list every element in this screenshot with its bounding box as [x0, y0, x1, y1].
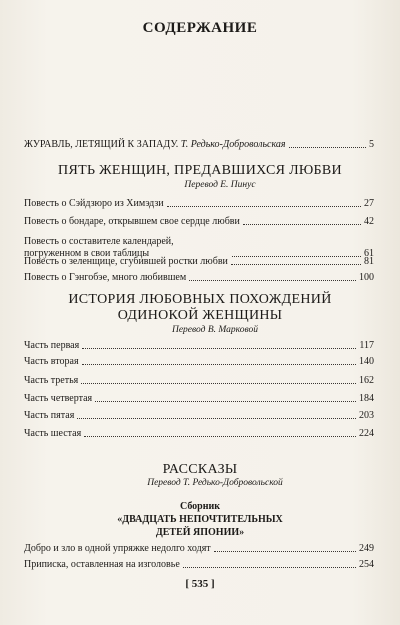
- toc-entry: [24, 393, 374, 405]
- section-translator: Перевод Е. Пинус: [184, 180, 256, 190]
- entry-page: 81: [364, 256, 374, 267]
- entry-title: Часть шестая: [24, 428, 82, 439]
- toc-entry: [24, 340, 374, 352]
- entry-title: Добро и зло в одной упряжке недолго ходят: [24, 543, 211, 554]
- toc-entry: [24, 356, 374, 368]
- leader-dots: [183, 567, 356, 568]
- toc-entry: [24, 198, 374, 210]
- page-number: [ 535 ]: [185, 578, 215, 590]
- leader-dots: [289, 147, 366, 148]
- toc-entry-intro: [24, 139, 374, 151]
- entry-title: Повесть о Гэнгобэе, много любившем: [24, 272, 187, 283]
- entry-title: Часть первая: [24, 340, 80, 351]
- entry-page: 162: [359, 375, 374, 386]
- leader-dots: [81, 383, 356, 384]
- section-heading-five-women: ПЯТЬ ЖЕНЩИН, ПРЕДАВШИХСЯ ЛЮБВИ: [58, 163, 342, 178]
- leader-dots: [84, 436, 356, 437]
- collection-title-line1: «ДВАДЦАТЬ НЕПОЧТИТЕЛЬНЫХ: [117, 514, 283, 525]
- leader-dots: [243, 224, 361, 225]
- entry-page: 184: [359, 393, 374, 404]
- entry-page: 100: [359, 272, 374, 283]
- leader-dots: [77, 418, 356, 419]
- entry-title: ЖУРАВЛЬ, ЛЕТЯЩИЙ К ЗАПАДУ. Т. Редько-Добровольская: [24, 139, 286, 150]
- entry-page: 117: [359, 340, 374, 351]
- entry-page: 203: [359, 410, 374, 421]
- toc-entry: [24, 428, 374, 440]
- entry-author: Т. Редько-Добровольская: [180, 139, 286, 150]
- entry-page: 224: [359, 428, 374, 439]
- entry-page: 249: [359, 543, 374, 554]
- entry-title: Приписка, оставленная на изголовье: [24, 559, 180, 570]
- section-heading-lonely-woman: ИСТОРИЯ ЛЮБОВНЫХ ПОХОЖДЕНИЙ: [68, 292, 332, 307]
- toc-entry: [24, 410, 374, 422]
- section-translator: Перевод Т. Редько-Добровольской: [147, 478, 283, 488]
- toc-entry: [24, 559, 374, 571]
- leader-dots: [82, 364, 356, 365]
- toc-entry: [24, 256, 374, 268]
- page-title: СОДЕРЖАНИЕ: [142, 20, 258, 36]
- entry-title: Повесть о бондаре, открывшем свое сердце любви: [24, 216, 240, 227]
- entry-page: 140: [359, 356, 374, 367]
- leader-dots: [167, 206, 361, 207]
- leader-dots: [82, 348, 356, 349]
- entry-title: Часть вторая: [24, 356, 79, 367]
- leader-dots: [231, 264, 361, 265]
- entry-title: Часть четвертая: [24, 393, 93, 404]
- entry-title: Часть третья: [24, 375, 79, 386]
- toc-entry: [24, 272, 374, 284]
- collection-title-line2: ДЕТЕЙ ЯПОНИИ»: [155, 527, 245, 538]
- entry-title: Повесть о зеленщице, сгубившей ростки любви: [24, 256, 228, 267]
- toc-entry: [24, 375, 374, 387]
- entry-title: Часть пятая: [24, 410, 75, 421]
- section-heading-lonely-woman-line2: ОДИНОКОЙ ЖЕНЩИНЫ: [117, 308, 283, 323]
- entry-page: 61: [364, 248, 374, 259]
- entry-page: 5: [369, 139, 374, 150]
- section-translator: Перевод В. Марковой: [171, 325, 258, 335]
- leader-dots: [214, 551, 356, 552]
- leader-dots: [95, 401, 356, 402]
- collection-label: Сборник: [179, 501, 221, 512]
- entry-title: Повесть о Сэйдзюро из Химэдзи: [24, 198, 164, 209]
- entry-page: 42: [364, 216, 374, 227]
- section-heading-stories: РАССКАЗЫ: [162, 462, 238, 477]
- leader-dots: [189, 280, 356, 281]
- entry-page: 27: [364, 198, 374, 209]
- entry-title: Повесть о составителе календарей, погруженном в свои таблицы: [24, 236, 174, 259]
- toc-entry: [24, 216, 374, 228]
- toc-entry: [24, 543, 374, 555]
- entry-page: 254: [359, 559, 374, 570]
